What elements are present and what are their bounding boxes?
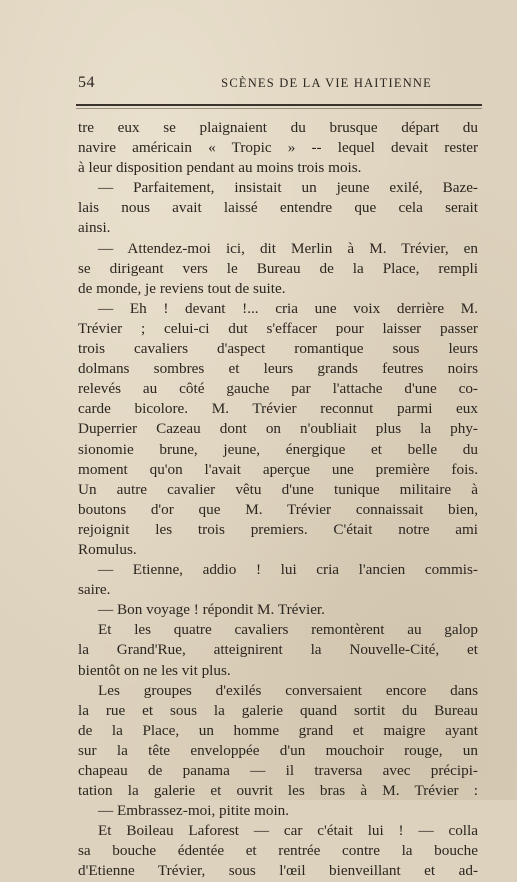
header-rule: [76, 104, 482, 106]
text-line: se dirigeant vers le Bureau de la Place, rempli: [78, 259, 478, 277]
text-line: Et les quatre cavaliers remontèrent au galop: [98, 621, 478, 639]
text-line: — Etienne, addio ! lui cria l'ancien commis-: [98, 561, 478, 579]
text-line: de monde, je reviens tout de suite.: [78, 279, 286, 297]
text-line: saire.: [78, 581, 111, 599]
text-line: bientôt on ne les vit plus.: [78, 661, 231, 679]
text-line: Romulus.: [78, 540, 137, 558]
text-line: chapeau de panama — il traversa avec précipi-: [78, 762, 478, 779]
text-line: — Eh ! devant !... cria une voix derrière M.: [98, 299, 478, 317]
running-title: SCÈNES DE LA VIE HAITIENNE: [221, 76, 432, 90]
text-line: lais nous avait laissé entendre que cela serait: [78, 199, 478, 217]
text-line: dolmans sombres et leurs grands feutres noirs: [78, 360, 478, 378]
page-header: [78, 74, 476, 98]
text-line: — Embrassez-moi, pitite moin.: [98, 802, 290, 820]
text-line: à leur disposition pendant au moins trois mois.: [78, 159, 362, 177]
page-number: 54: [78, 74, 95, 91]
text-line: la Grand'Rue, atteignirent la Nouvelle-Cité, et: [78, 641, 478, 659]
text-line: tation la galerie et ouvrit les bras à M. Trévier :: [78, 782, 478, 800]
text-line: Duperrier Cazeau dont on n'oubliait plus la phy-: [78, 420, 478, 438]
text-line: la rue et sous la galerie quand sortit du Bureau: [78, 701, 478, 719]
text-line: — Bon voyage ! répondit M. Trévier.: [98, 601, 325, 619]
text-line: boutons d'or que M. Trévier connaissait bien,: [78, 500, 478, 518]
text-line: relevés au côté gauche par l'attache d'une co-: [78, 380, 478, 398]
text-line: — Parfaitement, insistait un jeune exilé, Baze-: [98, 179, 478, 197]
text-line: de la Place, un homme grand et maigre ayant: [78, 721, 478, 739]
text-line: sionomie brune, jeune, énergique et belle du: [78, 440, 478, 458]
text-line: trois cavaliers d'aspect romantique sous leurs: [78, 340, 478, 358]
text-line: ainsi.: [78, 219, 111, 237]
text-line: Les groupes d'exilés conversaient encore dans: [98, 681, 478, 699]
text-line: — Attendez-moi ici, dit Merlin à M. Trévier, en: [98, 239, 478, 257]
text-line: moment qu'on l'avait aperçue une première fois.: [78, 460, 478, 478]
text-line: Et Boileau Laforest — car c'était lui ! — colla: [98, 822, 478, 840]
text-line: Un autre cavalier vêtu d'une tunique militaire à: [78, 480, 478, 498]
header-rule-thin: [76, 108, 482, 109]
text-line: tre eux se plaignaient du brusque départ du: [78, 119, 478, 136]
text-line: sur la tête enveloppée d'un mouchoir rouge, un: [78, 741, 478, 759]
text-line: d'Etienne Trévier, sous l'œil bienveillant et ad-: [78, 862, 478, 880]
text-line: carde bicolore. M. Trévier reconnut parmi eux: [78, 400, 478, 418]
text-line: Trévier ; celui-ci dut s'effacer pour laisser passer: [78, 319, 478, 337]
text-line: rejoignit les trois premiers. C'était notre ami: [78, 520, 478, 538]
body-text: [78, 118, 478, 882]
text-line: sa bouche édentée et rentrée contre la bouche: [78, 842, 478, 860]
text-line: navire américain « Tropic » -- lequel devait rester: [78, 139, 478, 157]
